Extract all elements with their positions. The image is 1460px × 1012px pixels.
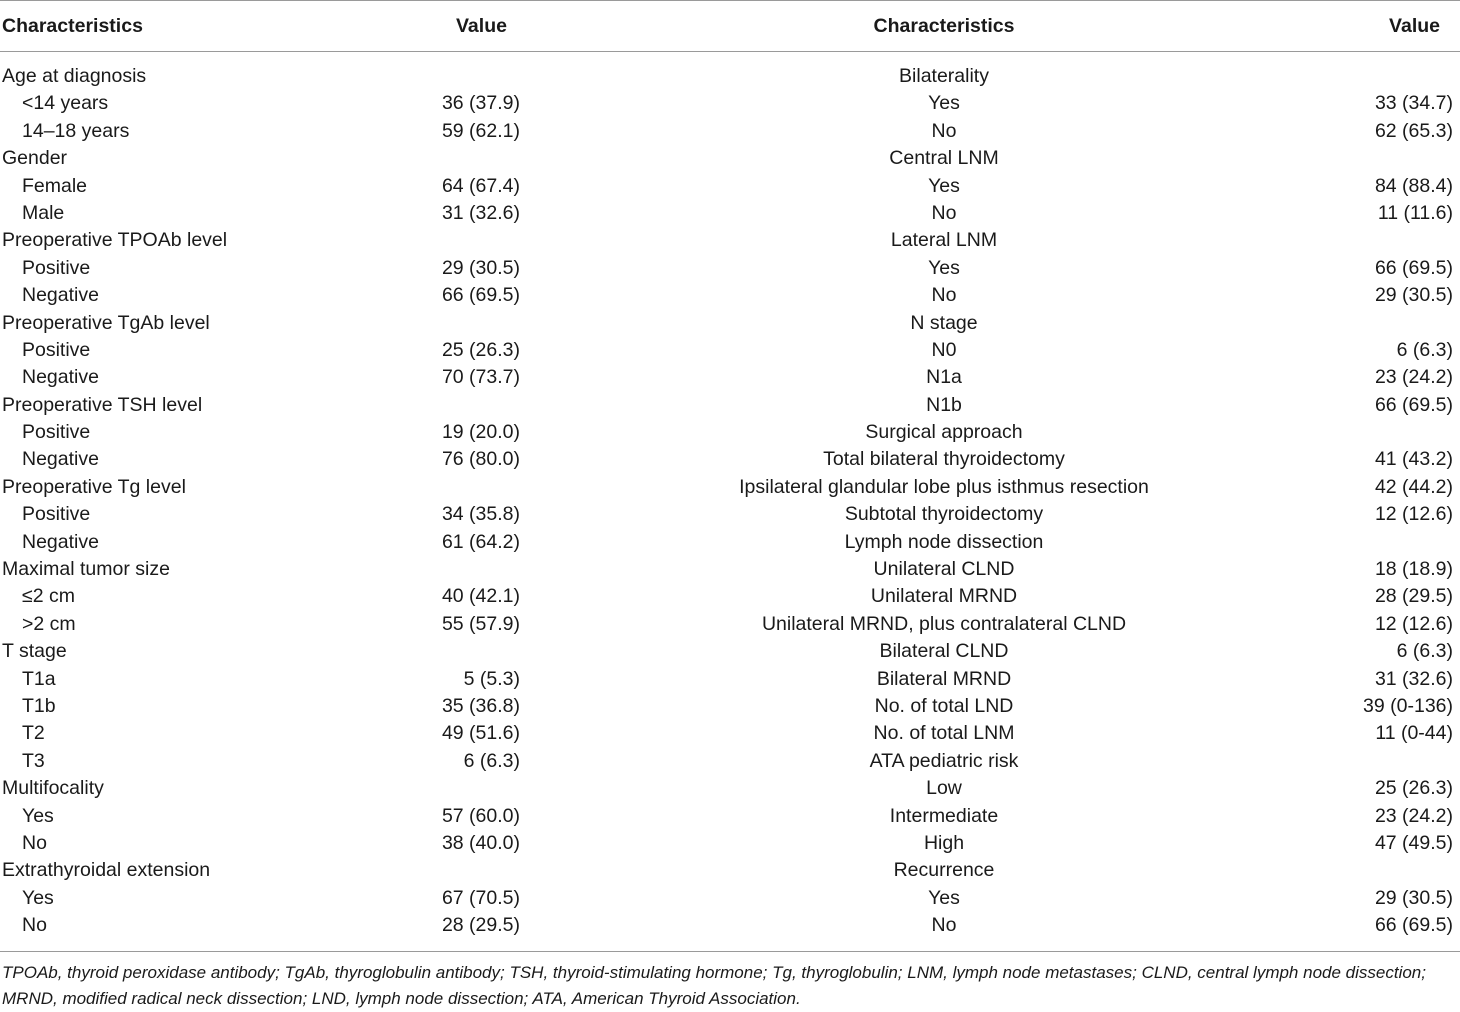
- left-value-cell: 49 (51.6): [441, 722, 520, 745]
- left-characteristic-cell: Positive: [22, 421, 91, 444]
- right-characteristic-cell: Intermediate: [889, 804, 999, 827]
- right-characteristic-cell: No: [931, 119, 957, 142]
- right-characteristic-cell: Yes: [928, 886, 960, 909]
- left-value-cell: 40 (42.1): [441, 585, 520, 608]
- table-footnote: TPOAb, thyroid peroxidase antibody; TgAb, thyroglobulin antibody; TSH, thyroid-stimulating hormone; Tg, thyroglobulin; LNM, lymph node metastases; CLND, central lymph node dissection; MRND, modified radical neck dissection; LND, lymph node dissection; ATA, American Thyroid Association.: [2, 963, 1426, 1008]
- left-value-cell: 59 (62.1): [441, 119, 520, 142]
- table-row: [0, 200, 1460, 227]
- right-characteristic-cell: No: [931, 201, 957, 224]
- left-value-cell: 36 (37.9): [441, 92, 520, 115]
- table-top-rule: [0, 0, 1460, 1]
- left-characteristic-cell: T3: [22, 749, 45, 772]
- right-characteristic-cell: Unilateral MRND: [870, 585, 1018, 608]
- right-characteristic-cell: Yes: [928, 92, 960, 115]
- left-characteristic-cell: <14 years: [22, 92, 109, 115]
- left-characteristic-cell: Negative: [22, 284, 99, 307]
- header-right-value: Value: [1389, 15, 1440, 37]
- left-characteristic-cell: ≤2 cm: [22, 585, 75, 608]
- right-characteristic-cell: No. of total LND: [874, 694, 1014, 717]
- table-row: [0, 446, 1460, 473]
- header-right-characteristics: Characteristics: [873, 15, 1015, 37]
- right-characteristic-cell: Surgical approach: [865, 421, 1023, 444]
- left-characteristic-cell: No: [22, 914, 47, 937]
- table-row: [0, 392, 1460, 419]
- left-characteristic-cell: Gender: [2, 147, 68, 170]
- right-value-cell: 66 (69.5): [1374, 256, 1453, 279]
- left-characteristic-cell: Extrathyroidal extension: [2, 859, 211, 882]
- left-characteristic-cell: T stage: [2, 640, 67, 663]
- table-row: [0, 145, 1460, 172]
- table-row: [0, 310, 1460, 337]
- table-row: [0, 748, 1460, 775]
- right-characteristic-cell: Bilateral MRND: [876, 667, 1012, 690]
- left-value-cell: 29 (30.5): [441, 256, 520, 279]
- left-characteristic-cell: Preoperative Tg level: [2, 475, 186, 498]
- right-value-cell: 12 (12.6): [1374, 612, 1453, 635]
- left-characteristic-cell: >2 cm: [22, 612, 76, 635]
- table-row: [0, 474, 1460, 501]
- right-characteristic-cell: Unilateral MRND, plus contralateral CLND: [761, 612, 1127, 635]
- table-row: [0, 638, 1460, 665]
- left-characteristic-cell: Preoperative TPOAb level: [2, 229, 228, 252]
- table-row: [0, 501, 1460, 528]
- header-rule: [0, 51, 1460, 52]
- table-row: [0, 857, 1460, 884]
- right-value-cell: 12 (12.6): [1374, 503, 1453, 526]
- right-value-cell: 41 (43.2): [1374, 448, 1453, 471]
- left-characteristic-cell: Positive: [22, 503, 91, 526]
- left-value-cell: 67 (70.5): [441, 886, 520, 909]
- table-row: [0, 364, 1460, 391]
- table-row: [0, 337, 1460, 364]
- table-row: [0, 693, 1460, 720]
- left-value-cell: 31 (32.6): [441, 201, 520, 224]
- right-value-cell: 29 (30.5): [1374, 284, 1453, 307]
- left-value-cell: 5 (5.3): [463, 667, 520, 690]
- table-bottom-rule: [0, 951, 1460, 952]
- right-value-cell: 66 (69.5): [1374, 914, 1453, 937]
- right-value-cell: 33 (34.7): [1374, 92, 1453, 115]
- left-characteristic-cell: Multifocality: [2, 777, 104, 800]
- right-characteristic-cell: N stage: [910, 311, 978, 334]
- left-value-cell: 6 (6.3): [463, 749, 520, 772]
- right-characteristic-cell: No: [931, 914, 957, 937]
- table-row: [0, 529, 1460, 556]
- right-value-cell: 6 (6.3): [1396, 640, 1453, 663]
- right-characteristic-cell: N1b: [926, 393, 962, 416]
- left-value-cell: 35 (36.8): [441, 694, 520, 717]
- table-row: [0, 118, 1460, 145]
- table-row: [0, 90, 1460, 117]
- right-characteristic-cell: Yes: [928, 256, 960, 279]
- right-value-cell: 28 (29.5): [1374, 585, 1453, 608]
- left-characteristic-cell: Preoperative TSH level: [2, 393, 203, 416]
- left-characteristic-cell: Preoperative TgAb level: [2, 311, 210, 334]
- left-value-cell: 34 (35.8): [441, 503, 520, 526]
- right-characteristic-cell: Bilateral CLND: [879, 640, 1009, 663]
- right-value-cell: 84 (88.4): [1374, 174, 1453, 197]
- right-characteristic-cell: Total bilateral thyroidectomy: [823, 448, 1065, 471]
- left-characteristic-cell: Negative: [22, 366, 99, 389]
- left-characteristic-cell: Male: [22, 201, 65, 224]
- right-value-cell: 47 (49.5): [1374, 831, 1453, 854]
- right-characteristic-cell: Low: [926, 777, 962, 800]
- left-characteristic-cell: No: [22, 831, 47, 854]
- table-body: [0, 63, 1460, 940]
- left-value-cell: 61 (64.2): [441, 530, 520, 553]
- right-value-cell: 11 (0-44): [1375, 722, 1453, 745]
- right-value-cell: 23 (24.2): [1374, 366, 1453, 389]
- right-characteristic-cell: Lateral LNM: [890, 229, 998, 252]
- right-value-cell: 39 (0-136): [1363, 694, 1453, 717]
- table-row: [0, 611, 1460, 638]
- left-characteristic-cell: Female: [22, 174, 88, 197]
- right-characteristic-cell: Ipsilateral glandular lobe plus isthmus resection: [739, 475, 1149, 498]
- right-characteristic-cell: Central LNM: [889, 147, 999, 170]
- right-value-cell: 66 (69.5): [1374, 393, 1453, 416]
- table-row: [0, 803, 1460, 830]
- right-value-cell: 6 (6.3): [1396, 338, 1453, 361]
- left-value-cell: 28 (29.5): [441, 914, 520, 937]
- right-value-cell: 11 (11.6): [1377, 201, 1453, 224]
- table-row: [0, 63, 1460, 90]
- table-row: [0, 912, 1460, 939]
- header-left-characteristics: Characteristics: [2, 15, 143, 37]
- left-characteristic-cell: T1b: [22, 694, 56, 717]
- right-value-cell: 25 (26.3): [1374, 777, 1453, 800]
- left-value-cell: 64 (67.4): [441, 174, 520, 197]
- right-value-cell: 23 (24.2): [1374, 804, 1453, 827]
- left-value-cell: 70 (73.7): [441, 366, 520, 389]
- left-value-cell: 38 (40.0): [441, 831, 520, 854]
- right-characteristic-cell: ATA pediatric risk: [869, 749, 1019, 772]
- right-characteristic-cell: Lymph node dissection: [844, 530, 1044, 553]
- right-characteristic-cell: N1a: [926, 366, 962, 389]
- table-row: [0, 885, 1460, 912]
- table-row: [0, 227, 1460, 254]
- table-row: [0, 282, 1460, 309]
- table-row: [0, 720, 1460, 747]
- left-characteristic-cell: Positive: [22, 338, 91, 361]
- right-characteristic-cell: Yes: [928, 174, 960, 197]
- right-characteristic-cell: Subtotal thyroidectomy: [844, 503, 1044, 526]
- left-characteristic-cell: Yes: [22, 886, 54, 909]
- left-value-cell: 19 (20.0): [441, 421, 520, 444]
- right-characteristic-cell: Bilaterality: [899, 65, 989, 87]
- right-value-cell: 42 (44.2): [1374, 475, 1453, 498]
- right-characteristic-cell: High: [923, 831, 965, 854]
- right-characteristic-cell: Unilateral CLND: [873, 558, 1015, 581]
- left-characteristic-cell: Positive: [22, 256, 91, 279]
- right-characteristic-cell: No. of total LNM: [873, 722, 1015, 745]
- right-value-cell: 29 (30.5): [1374, 886, 1453, 909]
- right-value-cell: 18 (18.9): [1374, 558, 1453, 581]
- left-value-cell: 25 (26.3): [441, 338, 520, 361]
- table-row: [0, 775, 1460, 802]
- right-characteristic-cell: No: [931, 284, 957, 307]
- table-row: [0, 419, 1460, 446]
- left-value-cell: 76 (80.0): [441, 448, 520, 471]
- table-row: [0, 583, 1460, 610]
- table-row: [0, 666, 1460, 693]
- right-characteristic-cell: Recurrence: [893, 859, 995, 882]
- left-characteristic-cell: Negative: [22, 530, 99, 553]
- left-characteristic-cell: T2: [22, 722, 45, 745]
- left-characteristic-cell: Negative: [22, 448, 99, 471]
- right-characteristic-cell: N0: [931, 338, 957, 361]
- right-value-cell: 62 (65.3): [1374, 119, 1453, 142]
- table-row: [0, 556, 1460, 583]
- left-characteristic-cell: Yes: [22, 804, 54, 827]
- table-row: [0, 173, 1460, 200]
- table-row: [0, 255, 1460, 282]
- left-value-cell: 57 (60.0): [441, 804, 520, 827]
- left-characteristic-cell: Maximal tumor size: [2, 558, 170, 581]
- left-value-cell: 66 (69.5): [441, 284, 520, 307]
- left-characteristic-cell: 14–18 years: [22, 119, 130, 142]
- left-value-cell: 55 (57.9): [441, 612, 520, 635]
- header-left-value: Value: [456, 15, 507, 37]
- table-row: [0, 830, 1460, 857]
- left-characteristic-cell: Age at diagnosis: [2, 65, 147, 87]
- left-characteristic-cell: T1a: [22, 667, 56, 690]
- right-value-cell: 31 (32.6): [1374, 667, 1453, 690]
